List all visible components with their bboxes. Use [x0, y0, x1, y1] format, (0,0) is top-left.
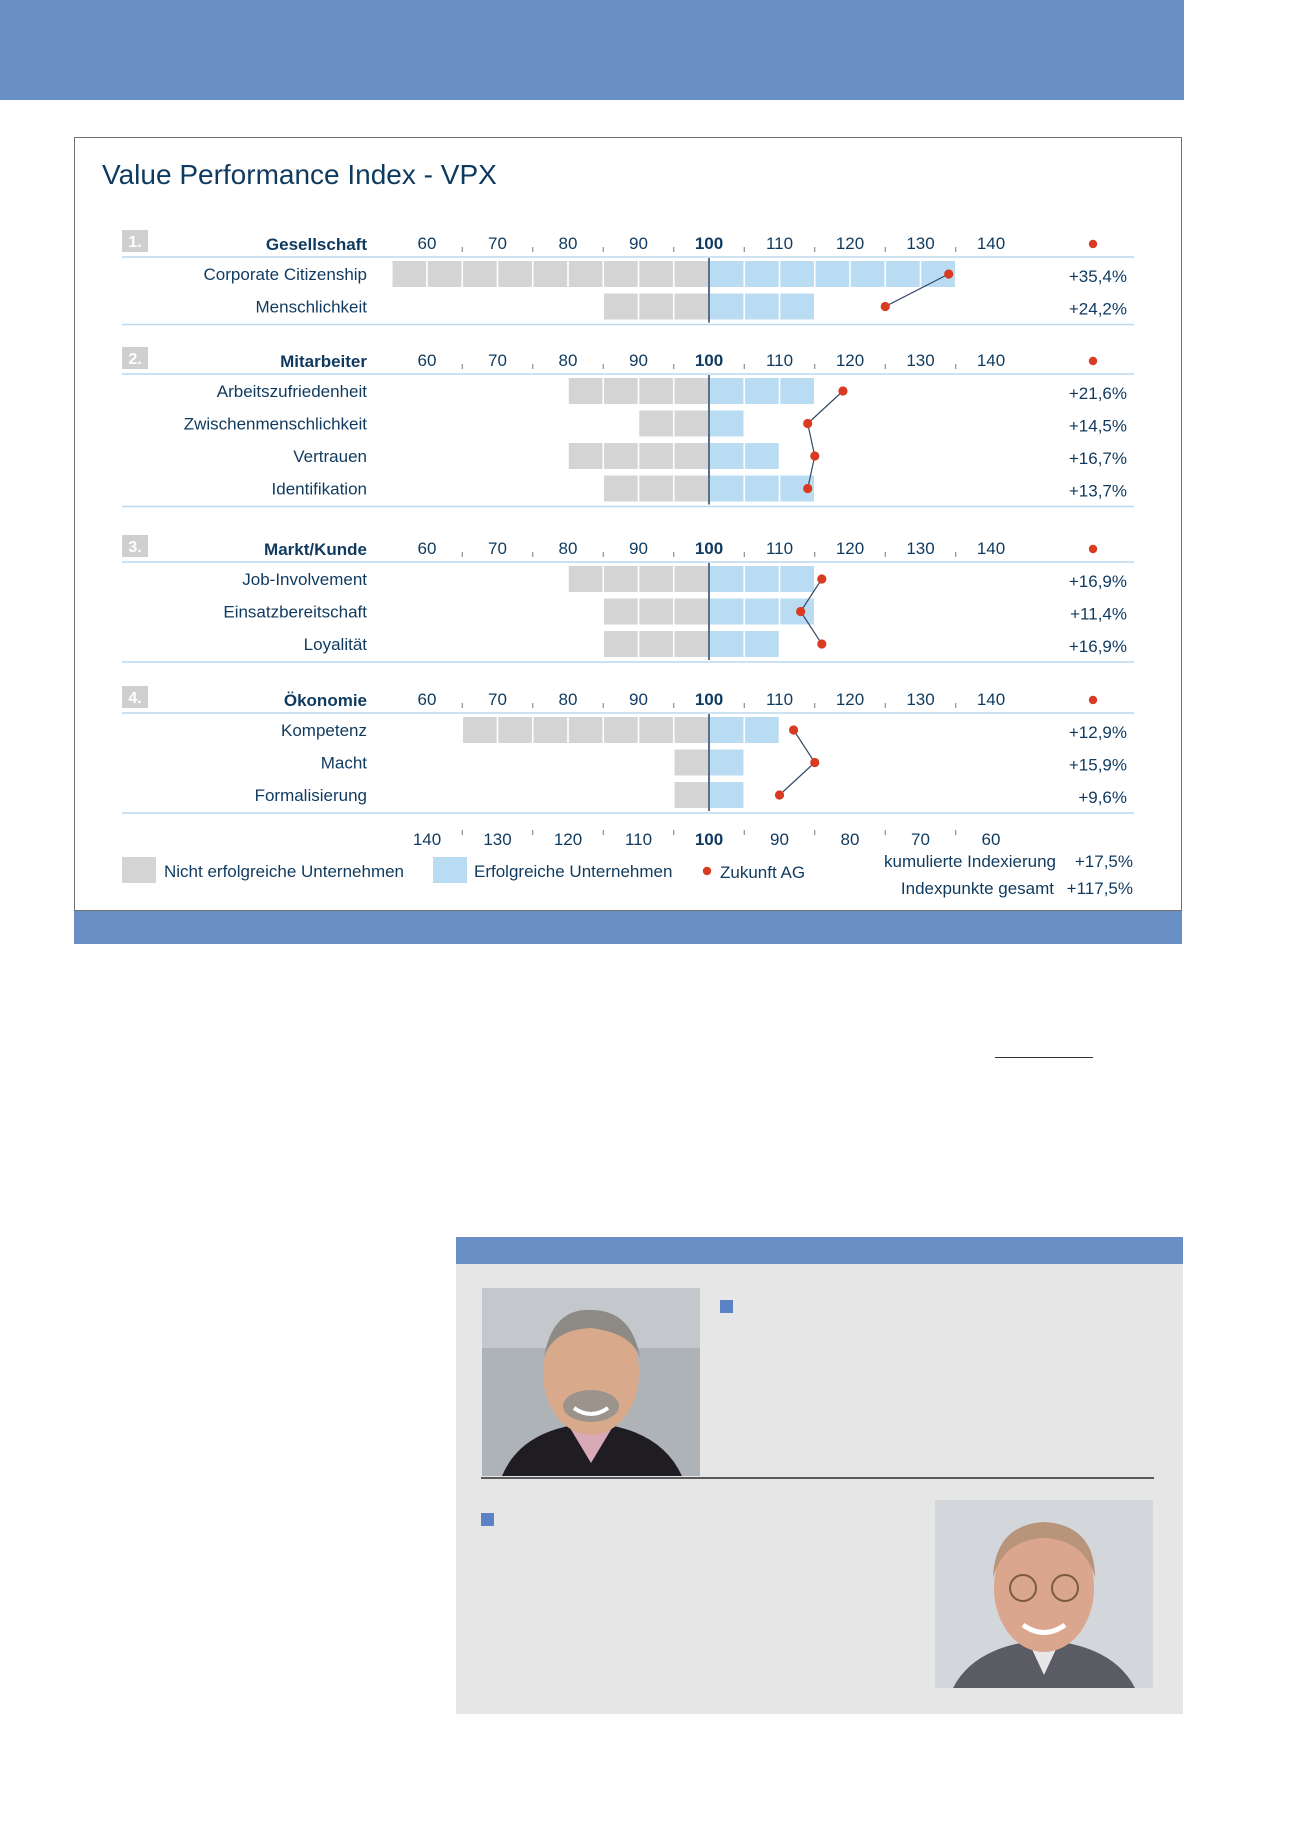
scale-tick-label: 60 [417, 234, 437, 253]
blue-bar-segment [710, 476, 744, 502]
blue-bar-segment [710, 378, 744, 404]
legend-dot-label: Zukunft AG [720, 863, 806, 882]
bullet-marker [720, 1300, 733, 1313]
row-label: Menschlichkeit [255, 297, 367, 317]
blue-bar-segment [745, 476, 779, 502]
zukunft-dot [796, 607, 805, 616]
grey-bar-segment [675, 261, 709, 287]
grey-bar-segment [675, 294, 709, 320]
author-info-box [456, 1237, 1183, 1714]
blue-bar-segment [710, 631, 744, 657]
row-percent: +16,9% [1068, 637, 1127, 656]
section-number: 2. [128, 351, 142, 368]
grey-bar-segment [604, 443, 638, 469]
scale-tick-label: 60 [417, 539, 437, 558]
legend-dot-marker [1089, 357, 1097, 365]
row-label: Loyalität [303, 635, 367, 654]
blue-bar-segment [745, 717, 779, 743]
bottom-scale-label: 80 [840, 830, 860, 849]
grey-bar-segment [639, 566, 673, 592]
grey-bar-segment [639, 599, 673, 625]
grey-bar-segment [675, 782, 709, 808]
row-percent: +9,6% [1078, 788, 1127, 807]
row-percent: +35,4% [1068, 267, 1127, 286]
scale-tick-label: 130 [906, 690, 935, 709]
row-percent: +16,7% [1068, 449, 1127, 468]
blue-bar-segment [780, 261, 814, 287]
blue-bar-segment [745, 378, 779, 404]
scale-tick-label: 60 [417, 351, 437, 370]
blue-bar-segment [710, 750, 744, 776]
bottom-scale-label: 70 [911, 830, 930, 849]
grey-bar-segment [639, 378, 673, 404]
blue-bar-segment [745, 294, 779, 320]
blue-bar-segment [710, 599, 744, 625]
zukunft-connector-line [780, 730, 815, 795]
summary-ges-value: +117,5% [1066, 879, 1133, 898]
grey-bar-segment [498, 261, 532, 287]
zukunft-dot [775, 790, 784, 799]
scale-tick-label: 130 [906, 234, 935, 253]
grey-bar-segment [569, 717, 603, 743]
summary-kum-label: kumulierte Indexierung [884, 852, 1056, 871]
blue-bar-segment [710, 411, 744, 437]
grey-bar-segment [675, 411, 709, 437]
row-label: Einsatzbereitschaft [223, 602, 367, 622]
grey-bar-segment [534, 261, 568, 287]
grey-bar-segment [393, 261, 427, 287]
scale-tick-label: 140 [976, 539, 1006, 558]
bottom-scale-label: 100 [694, 830, 724, 849]
grey-bar-segment [639, 411, 673, 437]
grey-bar-segment [604, 476, 638, 502]
blue-bar-segment [710, 782, 744, 808]
blue-bar-segment [886, 261, 920, 287]
zukunft-dot [789, 725, 798, 734]
blue-bar-segment [745, 631, 779, 657]
scale-tick-label: 80 [558, 539, 578, 558]
legend-dot-swatch [703, 867, 711, 875]
bottom-scale-label: 90 [770, 830, 789, 849]
grey-bar-segment [604, 294, 638, 320]
row-label: Job-Involvement [242, 570, 367, 589]
grey-bar-segment [675, 566, 709, 592]
blue-bar-segment [710, 294, 744, 320]
bottom-scale-label: 120 [553, 830, 583, 849]
grey-bar-segment [604, 631, 638, 657]
info-box-header [456, 1237, 1183, 1264]
grey-bar-segment [604, 599, 638, 625]
zukunft-dot [838, 386, 847, 395]
grey-bar-segment [604, 717, 638, 743]
zukunft-dot [817, 574, 826, 583]
blue-bar-segment [710, 717, 744, 743]
grey-bar-segment [639, 261, 673, 287]
grey-bar-segment [675, 378, 709, 404]
short-rule [995, 1057, 1093, 1058]
scale-tick-label: 110 [765, 690, 794, 709]
blue-bar-segment [745, 566, 779, 592]
scale-tick-label: 80 [558, 351, 578, 370]
grey-bar-segment [675, 443, 709, 469]
zukunft-dot [881, 302, 890, 311]
portrait-photo-2 [935, 1500, 1153, 1688]
grey-bar-segment [639, 476, 673, 502]
row-label: Zwischenmenschlichkeit [183, 414, 367, 434]
summary-kum-value: +17,5% [1074, 852, 1133, 871]
grey-bar-segment [463, 261, 497, 287]
grey-bar-segment [639, 717, 673, 743]
scale-tick-label: 130 [906, 539, 935, 558]
vpx-chart-panel [74, 137, 1182, 911]
blue-bar-segment [780, 566, 814, 592]
grey-bar-segment [569, 261, 603, 287]
scale-tick-label: 90 [629, 234, 648, 253]
scale-tick-label: 120 [835, 351, 865, 370]
grey-bar-segment [675, 750, 709, 776]
blue-bar-segment [780, 378, 814, 404]
bottom-scale-label: 130 [483, 830, 512, 849]
row-label: Arbeitszufriedenheit [216, 382, 367, 401]
scale-tick-label: 110 [765, 234, 794, 253]
grey-bar-segment [569, 566, 603, 592]
row-percent: +21,6% [1068, 384, 1127, 403]
section-title: Markt/Kunde [264, 540, 367, 559]
zukunft-dot [803, 419, 812, 428]
bottom-scale-label: 110 [624, 830, 653, 849]
blue-bar-segment [745, 261, 779, 287]
portrait-photo-1 [482, 1288, 700, 1476]
grey-bar-segment [675, 631, 709, 657]
scale-tick-label: 100 [694, 539, 724, 558]
scale-tick-label: 60 [417, 690, 437, 709]
grey-bar-segment [569, 443, 603, 469]
bullet-marker [481, 1513, 494, 1526]
scale-tick-label: 80 [558, 234, 578, 253]
scale-tick-label: 110 [765, 351, 794, 370]
chart-footer-band [74, 911, 1182, 944]
grey-bar-segment [498, 717, 532, 743]
scale-tick-label: 90 [629, 539, 648, 558]
chart-title: Value Performance Index - VPX [102, 159, 497, 190]
scale-tick-label: 100 [694, 351, 724, 370]
scale-tick-label: 70 [488, 234, 507, 253]
scale-tick-label: 120 [835, 539, 865, 558]
scale-tick-label: 130 [906, 351, 935, 370]
legend-blue-label: Erfolgreiche Unternehmen [474, 862, 673, 881]
zukunft-dot [817, 639, 826, 648]
scale-tick-label: 70 [488, 539, 507, 558]
row-percent: +16,9% [1068, 572, 1127, 591]
summary-ges-label: Indexpunkte gesamt [900, 879, 1054, 898]
grey-bar-segment [569, 378, 603, 404]
section-number: 1. [128, 234, 142, 251]
scale-tick-label: 80 [558, 690, 578, 709]
grey-bar-segment [604, 261, 638, 287]
row-label: Identifikation [271, 479, 367, 499]
section-title: Ökonomie [283, 691, 367, 710]
scale-tick-label: 120 [835, 234, 865, 253]
row-label: Vertrauen [293, 447, 367, 466]
legend-grey-label: Nicht erfolgreiche Unternehmen [164, 862, 405, 881]
scale-tick-label: 140 [976, 351, 1006, 370]
row-label: Macht [320, 753, 367, 773]
row-label: Formalisierung [254, 786, 367, 805]
grey-bar-segment [675, 599, 709, 625]
scale-tick-label: 90 [629, 351, 648, 370]
legend-dot-marker [1089, 545, 1097, 553]
legend-blue-swatch [433, 857, 467, 883]
zukunft-dot [810, 451, 819, 460]
legend-dot-marker [1089, 696, 1097, 704]
row-percent: +14,5% [1068, 416, 1127, 436]
grey-bar-segment [534, 717, 568, 743]
legend-dot-marker [1089, 240, 1097, 248]
scale-tick-label: 140 [976, 690, 1006, 709]
vpx-chart [75, 138, 1181, 910]
blue-bar-segment [710, 261, 744, 287]
row-percent: +24,2% [1068, 299, 1127, 319]
divider-line [481, 1477, 1154, 1479]
scale-tick-label: 110 [765, 539, 794, 558]
blue-bar-segment [745, 599, 779, 625]
section-number: 3. [128, 539, 142, 556]
legend-grey-swatch [122, 857, 156, 883]
blue-bar-segment [710, 566, 744, 592]
zukunft-dot [803, 484, 812, 493]
blue-bar-segment [851, 261, 885, 287]
grey-bar-segment [604, 566, 638, 592]
scale-tick-label: 100 [694, 234, 724, 253]
blue-bar-segment [816, 261, 850, 287]
grey-bar-segment [675, 476, 709, 502]
row-label: Kompetenz [281, 721, 367, 740]
row-percent: +15,9% [1068, 755, 1127, 775]
blue-bar-segment [745, 443, 779, 469]
grey-bar-segment [639, 631, 673, 657]
section-title: Gesellschaft [265, 235, 367, 254]
row-percent: +13,7% [1068, 481, 1127, 501]
grey-bar-segment [639, 294, 673, 320]
bottom-scale-label: 140 [412, 830, 442, 849]
scale-tick-label: 140 [976, 234, 1006, 253]
row-percent: +11,4% [1070, 604, 1127, 624]
grey-bar-segment [428, 261, 462, 287]
grey-bar-segment [639, 443, 673, 469]
bottom-scale-label: 60 [981, 830, 1001, 849]
blue-bar-segment [710, 443, 744, 469]
section-number: 4. [128, 690, 142, 707]
zukunft-dot [944, 269, 953, 278]
zukunft-connector-line [808, 391, 843, 489]
zukunft-dot [810, 758, 819, 767]
scale-tick-label: 120 [835, 690, 865, 709]
scale-tick-label: 100 [694, 690, 724, 709]
row-percent: +12,9% [1068, 723, 1127, 742]
scale-tick-label: 70 [488, 351, 507, 370]
grey-bar-segment [463, 717, 497, 743]
row-label: Corporate Citizenship [203, 265, 367, 284]
section-title: Mitarbeiter [280, 352, 367, 371]
top-banner [0, 0, 1184, 100]
grey-bar-segment [675, 717, 709, 743]
blue-bar-segment [780, 294, 814, 320]
scale-tick-label: 70 [488, 690, 507, 709]
scale-tick-label: 90 [629, 690, 648, 709]
grey-bar-segment [604, 378, 638, 404]
